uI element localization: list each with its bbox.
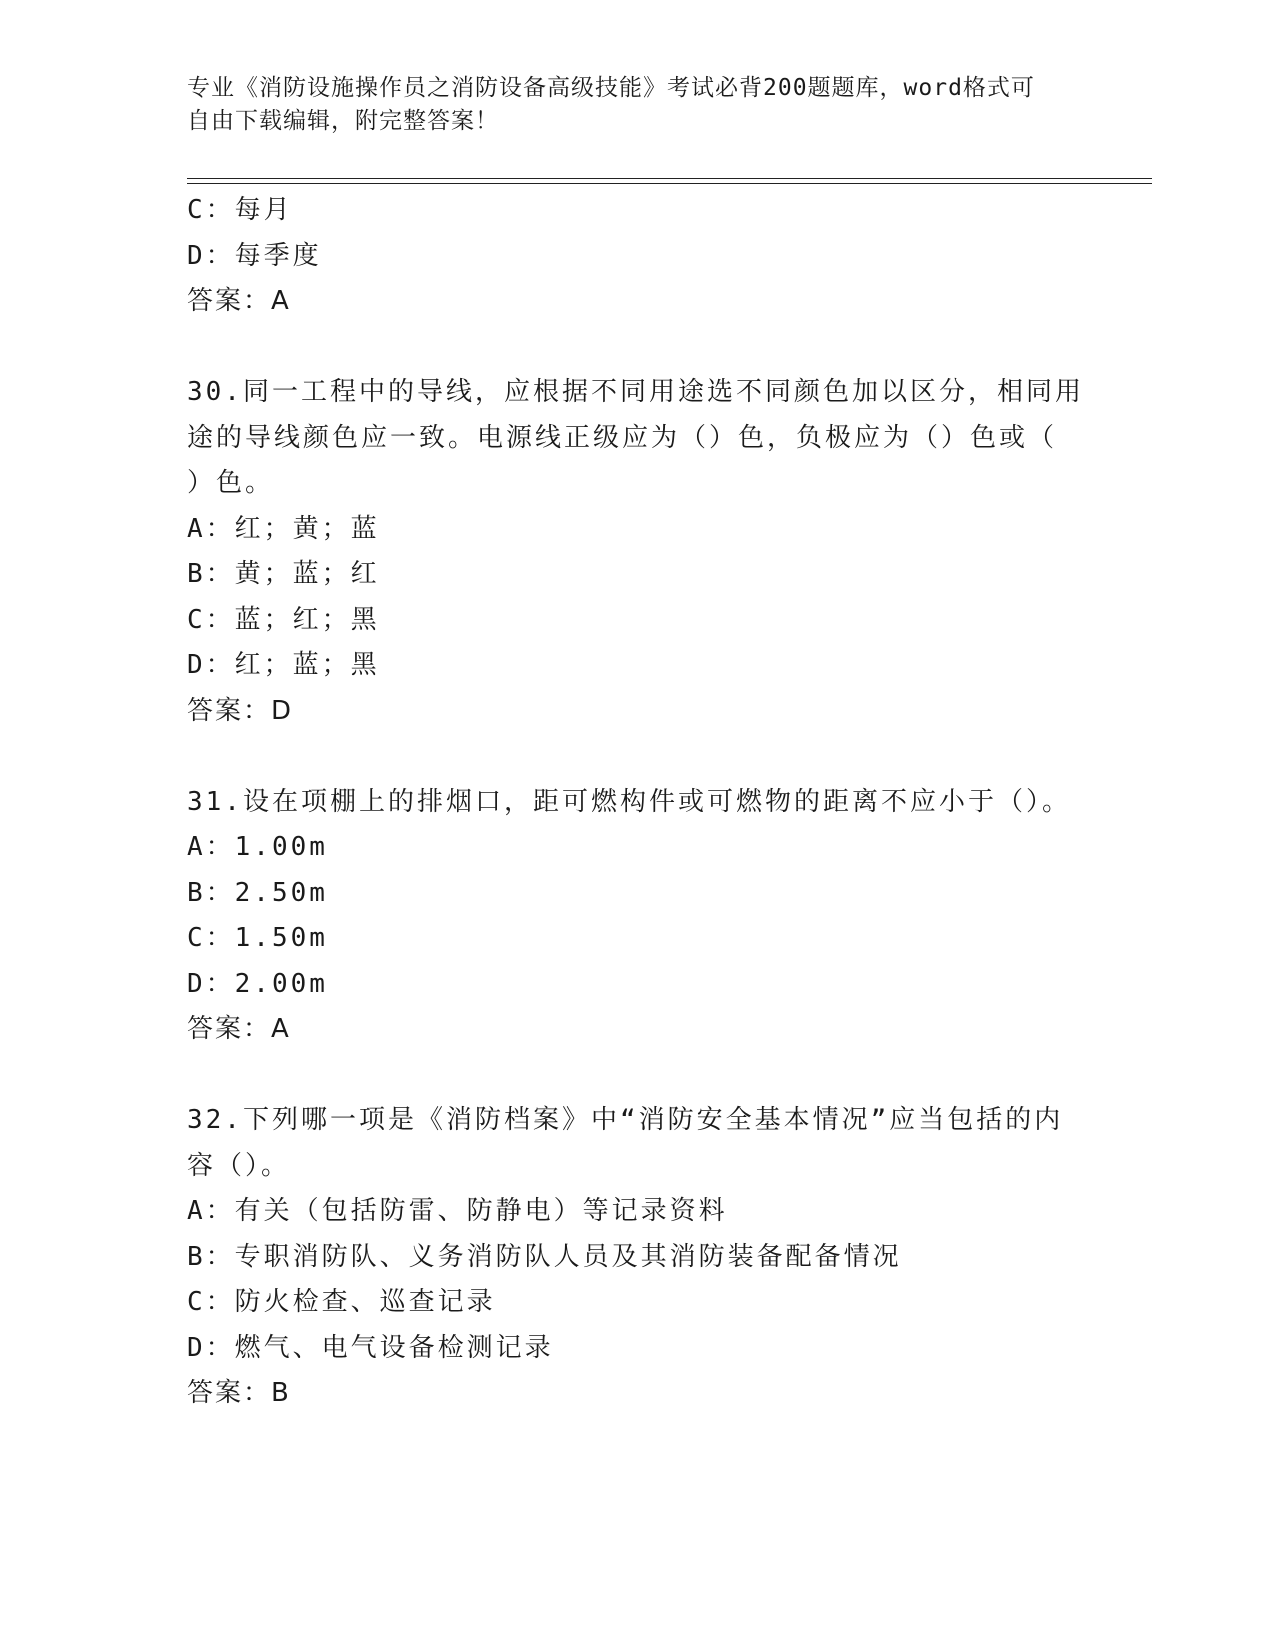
option-d: D：燃气、电气设备检测记录 bbox=[187, 1332, 554, 1363]
option-d: D：每季度 bbox=[187, 240, 322, 271]
answer-line: 答案：A bbox=[187, 286, 291, 316]
option-d: D：2.00m bbox=[187, 968, 328, 999]
question-text-line-1: 30.同一工程中的导线，应根据不同用途选不同颜色加以区分，相同用 bbox=[187, 377, 1084, 407]
header-line-1: 专业《消防设施操作员之消防设备高级技能》考试必背200题题库，word格式可 bbox=[187, 75, 1035, 101]
option-a: A：1.00m bbox=[187, 832, 328, 862]
spacer bbox=[187, 1053, 1067, 1099]
option-b: B：2.50m bbox=[187, 877, 328, 908]
question-text-line-2: 途的导线颜色应一致。电源线正级应为（）色，负极应为（）色或（ bbox=[187, 422, 1058, 453]
question-30 bbox=[187, 370, 1084, 734]
question-31 bbox=[187, 780, 1071, 1053]
question-29-tail bbox=[187, 188, 1067, 325]
question-text-line-1: 32.下列哪一项是《消防档案》中“消防安全基本情况”应当包括的内 bbox=[187, 1105, 1064, 1135]
document-header bbox=[187, 72, 1067, 138]
header-line-2: 自由下载编辑，附完整答案！ bbox=[187, 108, 499, 134]
header-divider-top bbox=[187, 178, 1152, 179]
question-text-line-3: ）色。 bbox=[187, 468, 275, 498]
option-a: A：有关（包括防雷、防静电）等记录资料 bbox=[187, 1196, 728, 1226]
spacer bbox=[187, 325, 1067, 371]
option-c: C：1.50m bbox=[187, 923, 328, 953]
option-a: A：红；黄；蓝 bbox=[187, 513, 380, 544]
option-b: B：黄；蓝；红 bbox=[187, 559, 380, 589]
option-d: D：红；蓝；黑 bbox=[187, 650, 380, 680]
answer-line: 答案：B bbox=[187, 1378, 291, 1408]
option-c: C：蓝；红；黑 bbox=[187, 604, 380, 635]
spacer bbox=[187, 734, 1067, 780]
answer-line: 答案：D bbox=[187, 695, 294, 726]
option-c: C：防火检查、巡查记录 bbox=[187, 1287, 496, 1317]
document-body bbox=[187, 188, 1084, 1417]
question-text-line-2: 容（）。 bbox=[187, 1150, 291, 1181]
option-c: C：每月 bbox=[187, 195, 293, 225]
option-b: B：专职消防队、义务消防队人员及其消防装备配备情况 bbox=[187, 1241, 902, 1272]
header-divider-bottom bbox=[187, 183, 1152, 184]
question-text-line-1: 31.设在项棚上的排烟口，距可燃构件或可燃物的距离不应小于（）。 bbox=[187, 786, 1071, 817]
answer-line: 答案：A bbox=[187, 1014, 291, 1044]
question-32 bbox=[187, 1098, 1067, 1417]
